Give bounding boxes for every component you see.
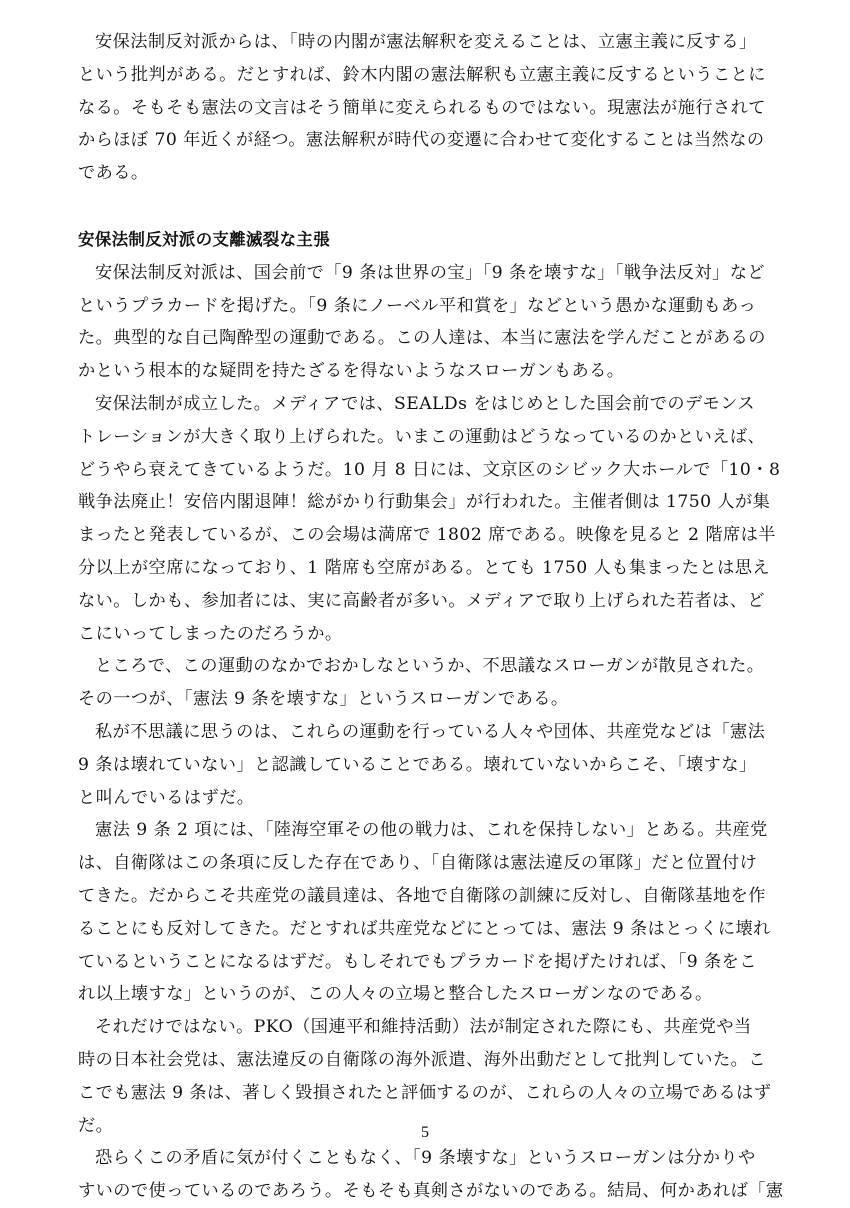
- text-line: 私が不思議に思うのは、これらの運動を行っている人々や団体、共産党などは「憲法: [95, 721, 766, 742]
- text-line: である。: [78, 163, 149, 184]
- paragraph-4: [78, 650, 774, 716]
- text-line: てきた。だからこそ共産党の議員達は、各地で自衛隊の訓練に反対し、自衛隊基地を作: [78, 885, 766, 906]
- text-line: トレーションが大きく取り上げられた。いまこの運動はどうなっているのかといえば、: [78, 426, 766, 447]
- text-line: た。典型的な自己陶酔型の運動である。この人達は、本当に憲法を学んだことがあるの: [78, 328, 766, 349]
- text-line: それだけではない。PKO（国連平和維持活動）法が制定された際にも、共産党や当: [95, 1017, 752, 1038]
- text-line: かという根本的な疑問を持たざるを得ないようなスローガンもある。: [78, 361, 625, 382]
- paragraph-2: [78, 257, 774, 388]
- text-line: 憲法 9 条 2 項には、「陸海空軍その他の戦力は、これを保持しない」とある。共産党: [95, 820, 768, 841]
- text-line: 恐らくこの矛盾に気が付くこともなく、「9 条壊すな」というスローガンは分かりや: [95, 1148, 756, 1169]
- section-heading: 安保法制反対派の支離滅裂な主張: [78, 229, 330, 249]
- page-number: 5: [421, 1124, 429, 1141]
- paragraph-6: [78, 814, 774, 1011]
- paragraph-8: [78, 1142, 784, 1208]
- document-body: [78, 26, 784, 1208]
- text-line: 安保法制反対派は、国会前で「9 条は世界の宝」「9 条を壊すな」「戦争法反対」など: [95, 262, 765, 283]
- text-line: と叫んでいるはずだ。: [78, 787, 255, 808]
- text-line: ない。しかも、参加者には、実に高齢者が多い。メディアで取り上げられた若者は、ど: [78, 590, 766, 611]
- paragraph-3: [78, 388, 781, 650]
- section-gap: [78, 190, 774, 224]
- text-line: 分以上が空席になっており、1 階席も空席がある。とても 1750 人も集まったとは思え: [78, 557, 770, 578]
- text-line: という批判がある。だとすれば、鈴木内閣の憲法解釈も立憲主義に反するということに: [78, 64, 766, 85]
- text-line: は、自衛隊はこの条項に反した存在であり、「自衛隊は憲法違反の軍隊」だと位置付け: [78, 853, 758, 874]
- text-line: だ。: [78, 1115, 114, 1136]
- text-line: というプラカードを掲げた。「9 条にノーベル平和賞を」などという愚かな運動もあっ: [78, 295, 757, 316]
- text-line: すいので使っているのであろう。そもそも真剣さがないのである。結局、何かあれば「憲: [78, 1181, 784, 1202]
- text-line: 9 条は壊れていない」と認識していることである。壊れていないからこそ、「壊すな」: [78, 754, 757, 775]
- text-line: からほぼ 70 年近くが経つ。憲法解釈が時代の変遷に合わせて変化することは当然なの: [78, 130, 765, 151]
- text-line: 戦争法廃止！安倍内閣退陣！総がかり行動集会」が行われた。主催者側は 1750 人が集: [78, 492, 771, 513]
- text-line: その一つが、「憲法 9 条を壊すな」というスローガンである。: [78, 689, 569, 710]
- text-line: ているということになるはずだ。もしそれでもプラカードを掲げたければ、「9 条をこ: [78, 951, 757, 972]
- text-line: まったと発表しているが、この会場は満席で 1802 席である。映像を見ると 2 階席は半: [78, 525, 776, 546]
- text-line: れ以上壊すな」というのが、この人々の立場と整合したスローガンなのである。: [78, 984, 713, 1005]
- text-line: どうやら衰えてきているようだ。10 月 8 日には、文京区のシビック大ホールで「10・8: [78, 459, 781, 480]
- text-line: 安保法制が成立した。メディアでは、SEALDs をはじめとした国会前でのデモンス: [95, 393, 756, 414]
- text-line: こでも憲法 9 条は、著しく毀損されたと評価するのが、これらの人々の立場であるはず: [78, 1082, 772, 1103]
- paragraph-7: [78, 1011, 774, 1142]
- text-line: なる。そもそも憲法の文言はそう簡単に変えられるものではない。現憲法が施行されて: [78, 97, 766, 118]
- text-line: 時の日本社会党は、憲法違反の自衛隊の海外派遣、海外出動だとして批判していた。こ: [78, 1049, 766, 1070]
- text-line: 安保法制反対派からは、「時の内閣が憲法解釈を変えることは、立憲主義に反する」: [95, 32, 757, 52]
- paragraph-5: [78, 716, 774, 814]
- text-line: ることにも反対してきた。だとすれば共産党などにとっては、憲法 9 条はとっくに壊れ: [78, 918, 771, 939]
- text-line: こにいってしまったのだろうか。: [78, 623, 343, 644]
- paragraph-1: [78, 26, 774, 190]
- text-line: ところで、この運動のなかでおかしなというか、不思議なスローガンが散見された。: [95, 656, 765, 677]
